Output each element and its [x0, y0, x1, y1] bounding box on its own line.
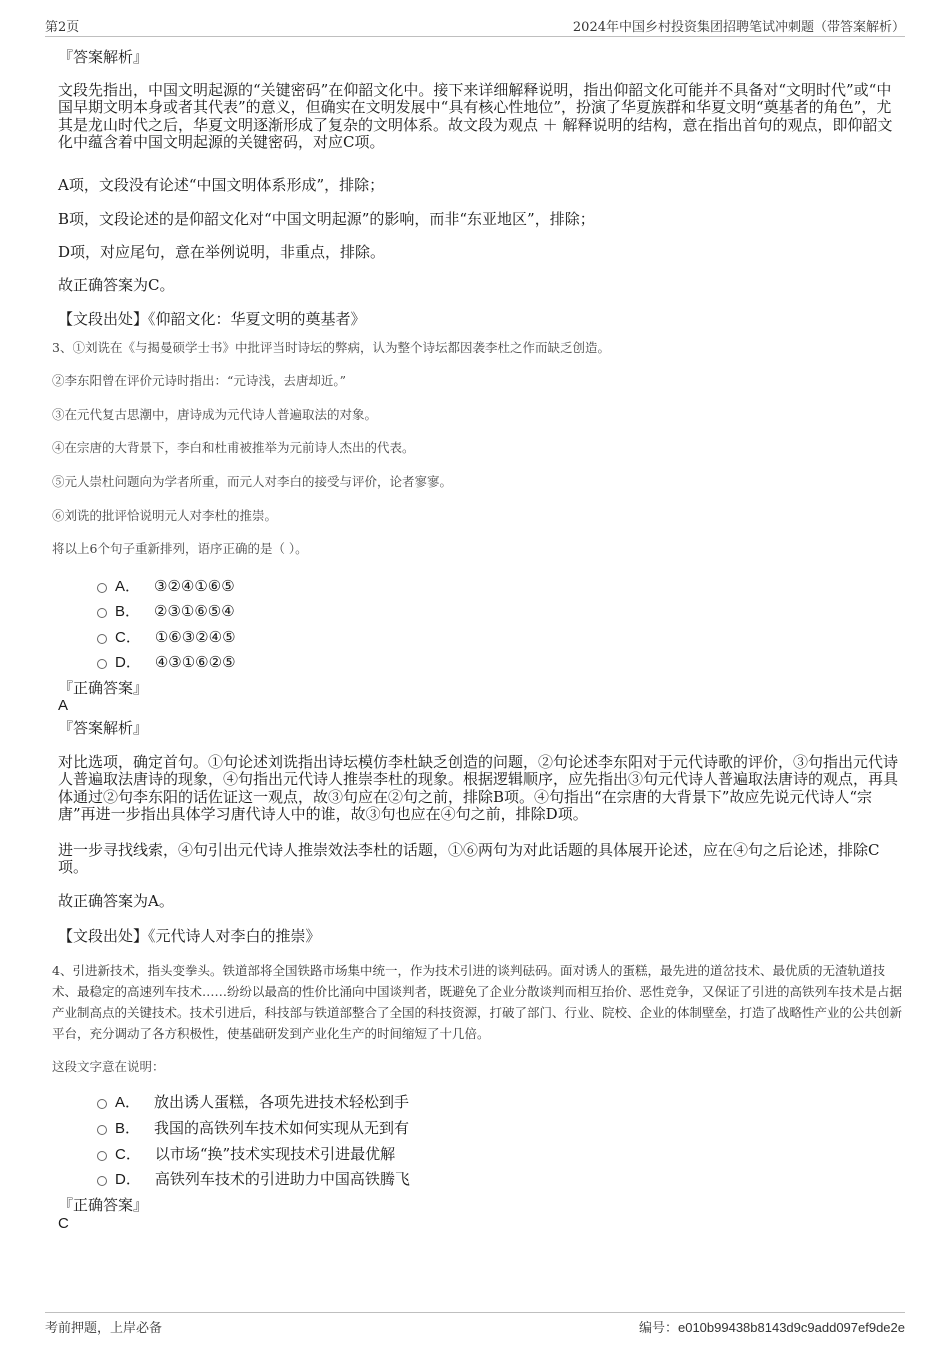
q3-option-a[interactable]: A． ③②④①⑥⑤ [97, 575, 235, 596]
q3-option-d[interactable]: D． ④③①⑥②⑤ [97, 651, 236, 672]
q3-answer: A [58, 697, 69, 714]
footer-slogan: 考前押题，上岸必备 [45, 1321, 163, 1336]
q3-analysis-label: 『答案解析』 [58, 719, 149, 737]
q3-sentence-5: ⑤元人崇杜问题向为学者所重，而元人对李白的接受与评价，论者寥寥。 [52, 474, 453, 489]
document-title: 2024年中国乡村投资集团招聘笔试冲刺题（带答案解析） [572, 20, 905, 35]
q3-sentence-2: ②李东阳曾在评价元诗时指出：“元诗浅，去唐却近。” [52, 373, 347, 388]
q4-stem: 4、引进新技术，指头变拳头。铁道部将全国铁路市场集中统一，作为技术引进的谈判砝码。面对诱人的蛋糕，最先进的道岔技术、最优质的无渣轨道技术、最稳定的高速列车技术……纷纷以最高的性价比涌向中国谈判者，既避免了企业分散谈判而相互抬价、恶性竞争，又保证了引进的高铁列车技术是占据产业制高点的关键技术。技术引进后，科技部与铁道部整合了全国的科技资源，打破了部门、行业、院校、企业的体制壁垒，打造了战略性产业的公共创新平台，充分调动了各方积极性，使基础研发到产业化生产的时间缩短了十几倍。 [52, 963, 903, 1041]
q4-option-b[interactable]: B． 我国的高铁列车技术如何实现从无到有 [97, 1117, 409, 1138]
q3-prompt: 将以上6个句子重新排列，语序正确的是（ ）。 [52, 541, 308, 556]
q3-sentence-3: ③在元代复古思潮中，唐诗成为元代诗人普遍取法的对象。 [52, 407, 378, 422]
q3-analysis-paragraph-2: 进一步寻找线索，④句引出元代诗人推崇效法李杜的话题，①⑥两句为对此话题的具体展开论述，应在④句之后论述，排除C项。 [58, 841, 880, 877]
q3-option-c[interactable]: C． ①⑥③②④⑤ [97, 626, 236, 647]
q2-source: 【文段出处】《仰韶文化：华夏文明的奠基者》 [58, 310, 366, 328]
q3-analysis-paragraph-1: 对比选项，确定首句。①句论述刘诜指出诗坛模仿李杜缺乏创造的问题，②句论述李东阳对于元代诗歌的评价，③句指出元代诗人普遍取法唐诗的现象，④句指出元代诗人推崇李杜的现象。根据逻辑顺序，应先指出③句元代诗人普遍取法唐诗的观点，再具体通过②句李东阳的话佐证这一观点，故③句应在②句之前，排除B项。④句指出“在宗唐的大背景下”故应先说元代诗人“宗唐”再进一步指出具体学习唐代诗人中的谁，故③句也应在④句之前，排除D项。 [58, 753, 899, 824]
q2-conclusion: 故正确答案为C。 [58, 276, 175, 294]
q2-analysis-option-b: B项，文段论述的是仰韶文化对“中国文明起源”的影响，而非“东亚地区”，排除； [58, 210, 595, 228]
radio-icon[interactable] [97, 1151, 107, 1161]
radio-icon[interactable] [97, 1125, 107, 1135]
q4-option-c[interactable]: C． 以市场“换”技术实现技术引进最优解 [97, 1143, 395, 1164]
footer-code: 编号：e010b99438b8143d9c9add097ef9de2e [638, 1320, 905, 1335]
page-footer [45, 1312, 905, 1337]
q3-sentence-6: ⑥刘诜的批评恰说明元人对李杜的推崇。 [52, 508, 278, 523]
q2-analysis-option-a: A项，文段没有论述“中国文明体系形成”，排除； [58, 176, 385, 194]
q2-analysis-paragraph: 文段先指出，中国文明起源的“关键密码”在仰韶文化中。接下来详细解释说明，指出仰韶文化可能并不具备对“文明时代”或“中国早期文明本身或者其代表”的意义，但确实在文明发展中“具有核心性地位”，扮演了华夏族群和华夏文明“奠基者的角色”，尤其是龙山时代之后，华夏文明逐渐形成了复杂的文明体系。故文段为观点 ＋ 解释说明的结构，意在指出首句的观点，即仰韶文化中蕴含着中国文明起源的关键密码，对应C项。 [58, 81, 893, 152]
q4-option-d[interactable]: D． 高铁列车技术的引进助力中国高铁腾飞 [97, 1168, 410, 1189]
q4-prompt: 这段文字意在说明： [52, 1059, 165, 1074]
q4-answer-label: 『正确答案』 [58, 1196, 149, 1214]
radio-icon[interactable] [97, 608, 107, 618]
q4-option-a[interactable]: A． 放出诱人蛋糕，各项先进技术轻松到手 [97, 1091, 409, 1112]
radio-icon[interactable] [97, 634, 107, 644]
radio-icon[interactable] [97, 1176, 107, 1186]
q3-conclusion: 故正确答案为A。 [58, 892, 174, 910]
q3-answer-label: 『正确答案』 [58, 679, 149, 697]
radio-icon[interactable] [97, 659, 107, 669]
q4-answer: C [58, 1215, 69, 1232]
page-header [45, 14, 905, 37]
q2-analysis-option-d: D项，对应尾句，意在举例说明，非重点，排除。 [58, 243, 386, 261]
q3-sentence-4: ④在宗唐的大背景下，李白和杜甫被推举为元前诗人杰出的代表。 [52, 440, 415, 455]
radio-icon[interactable] [97, 1099, 107, 1109]
q2-analysis-label: 『答案解析』 [58, 48, 149, 66]
q3-option-b[interactable]: B． ②③①⑥⑤④ [97, 600, 235, 621]
radio-icon[interactable] [97, 583, 107, 593]
q3-sentence-1: 3、①刘诜在《与揭曼硕学士书》中批评当时诗坛的弊病，认为整个诗坛都因袭李杜之作而缺乏创造。 [52, 340, 610, 355]
page-number: 第2页 [45, 20, 80, 35]
q3-source: 【文段出处】《元代诗人对李白的推崇》 [58, 927, 321, 945]
